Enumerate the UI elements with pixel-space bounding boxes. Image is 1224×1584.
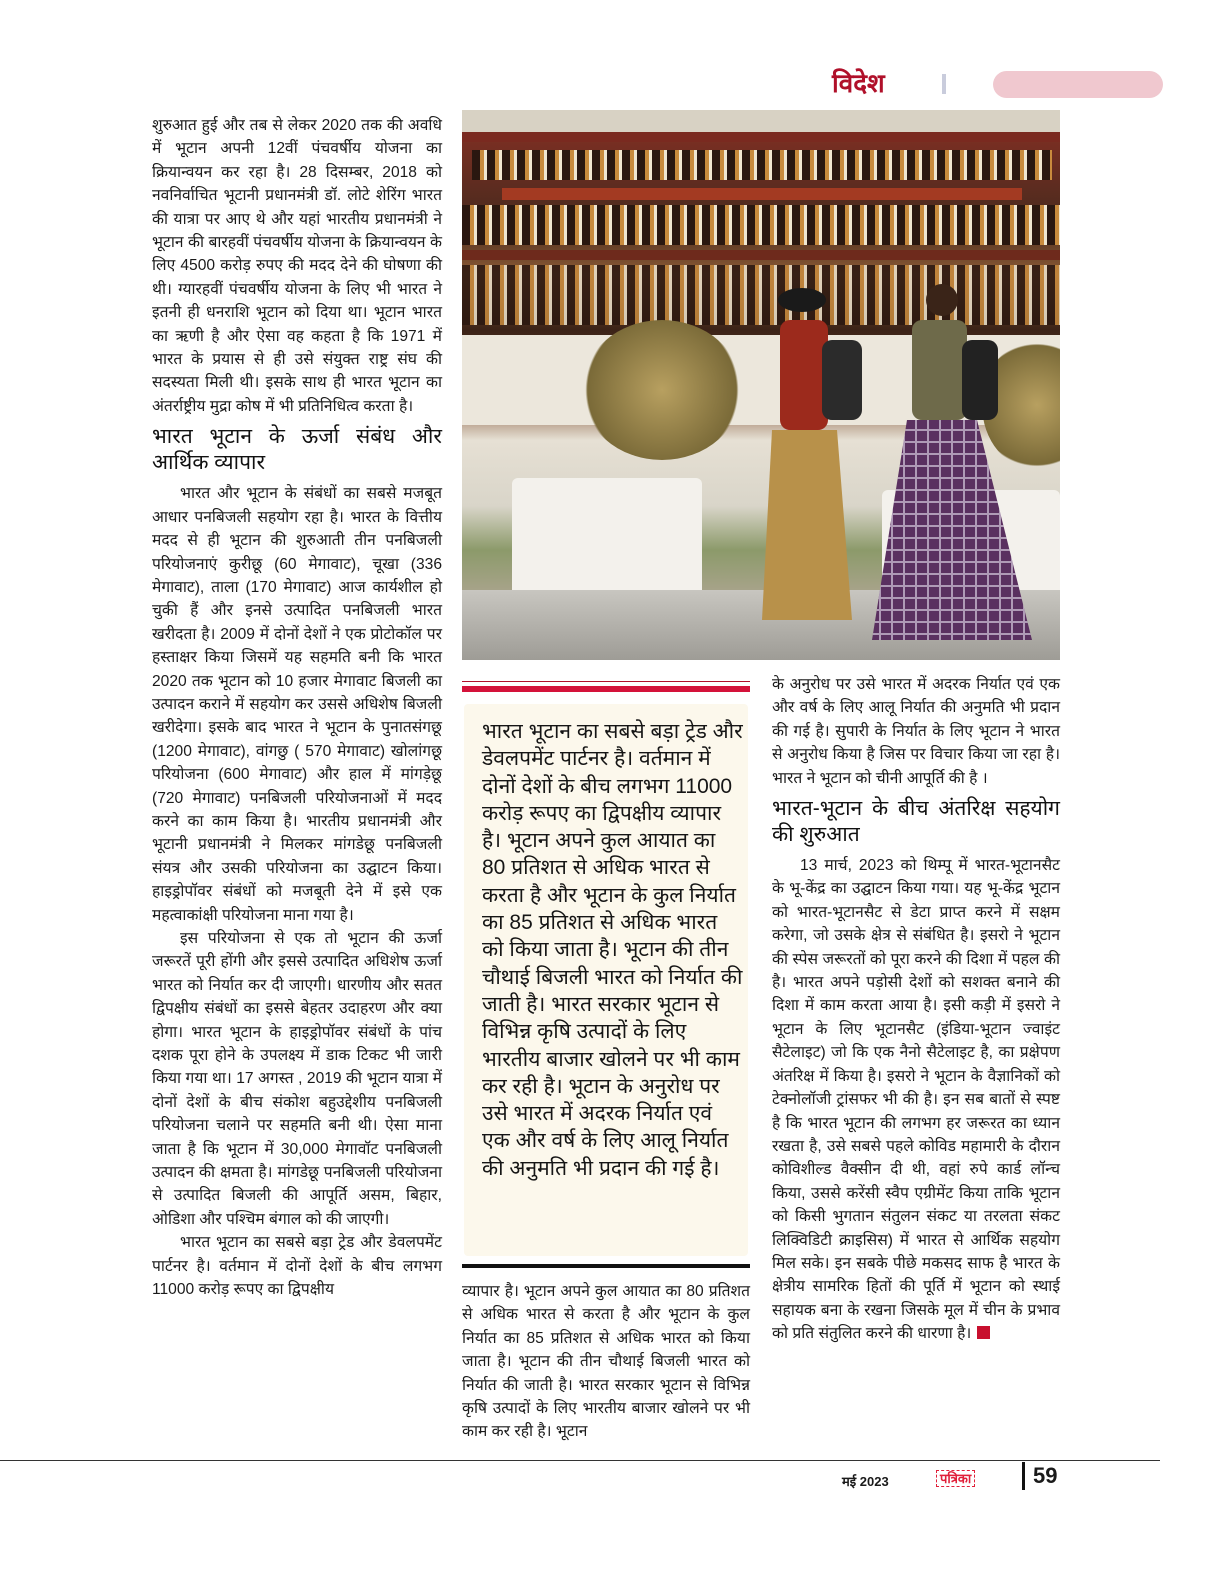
- paragraph: शुरुआत हुई और तब से लेकर 2020 तक की अवधि में भूटान अपनी 12वीं पंचवर्षीय योजना का क्रियान्वयन कर रहा है। 28 दिसम्बर, 2018 को नवनिर्वाचित भूटानी प्रधानमंत्री डॉ. लोटे शेरिंग भारत की यात्रा पर आए थे और यहां भारतीय प्रधानमंत्री ने भूटान की बारहवीं पंचवर्षीय योजना के क्रियान्वयन के लिए 4500 करोड़ रुपए की मदद देने की घोषणा की थी। ग्यारहवीं पंचवर्षीय योजना के लिए भी भारत ने इतनी ही धनराशि भूटान को दिया था। भूटान भारत का ऋणी है और ऐसा वह कहता है कि 1971 में भारत के प्रयास से ही उसे संयुक्त राष्ट्र संघ की सदस्यता मिली थी। इसके साथ ही भारत भूटान का अंतर्राष्ट्रीय मुद्रा कोष में भी प्रतिनिधित्व करता है।: [152, 117, 442, 415]
- section-title: विदेश: [832, 68, 885, 98]
- paragraph: भारत और भूटान के संबंधों का सबसे मजबूत आधार पनबिजली सहयोग रहा है। भारत के वित्तीय मदद से ही भूटान की शुरुआती तीन पनबिजली परियोजनाएं कुरीछू (60 मेगावाट), चूखा (336 मेगावाट), ताला (170 मेगावाट) आज कार्यशील हो चुकी हैं और इनसे उत्पादित पनबिजली भारत खरीदता है। 2009 में दोनों देशों ने एक प्रोटोकॉल पर हस्ताक्षर किया जिसमें यह सहमति बनी कि भारत 2020 तक भूटान को 10 हजार मेगावाट बिजली का उत्पादन कराने में सहयोग कर उससे अधिशेष बिजली खरीदेगा। इसके बाद भारत ने भूटान के पुनातसंगछू (1200 मेगावाट), वांगछु ( 570 मेगावाट) खोलांगछू परियोजना (600 मेगावाट) और हाल में मांगड़ेछू (720 मेगावाट) पनबिजली परियोजनाओं में मदद करने का काम किया है। भारतीय प्रधानमंत्री और भूटानी प्रधानमंत्री ने मिलकर मांगडेछू पनबिजली संयत्र और उसकी परियोजना का उद्घाटन किया। हाइड्रोपॉवर संबंधों को मजबूती देने में इसे एक महत्वाकांक्षी परियोजना माना गया है।: [152, 485, 442, 924]
- paragraph: इस परियोजना से एक तो भूटान की ऊर्जा जरूरतें पूरी होंगी और इससे उत्पादित अधिशेष ऊर्जा भारत को निर्यात कर दी जाएगी। धारणीय और सतत द्विपक्षीय संबंधों का इससे बेहतर उदाहरण और क्या होगा। भारत भूटान के हाइड्रोपॉवर संबंधों के पांच दशक पूरा होने के उपलक्ष्य में डाक टिकट भी जारी किया गया था। 17 अगस्त , 2019 की भूटान यात्रा में दोनों देशों के बीच संकोश बहुउद्देशीय पनबिजली परियोजना चलाने पर सहमति बनी थी। ऐसा माना जाता है कि भूटान में 30,000 मेगावॉट पनबिजली उत्पादन की क्षमता है। मांगडेछू पनबिजली परियोजना से उत्पादित बिजली की आपूर्ति असम, बिहार, ओडिशा और पश्चिम बंगाल को की जाएगी।: [152, 930, 442, 1228]
- subheading-energy: भारत भूटान के ऊर्जा संबंध और आर्थिक व्यापार: [152, 425, 442, 475]
- quote-rule-red: [462, 686, 750, 692]
- issue-date: मई 2023: [842, 1474, 889, 1489]
- end-of-article-mark: [977, 1326, 990, 1339]
- right-column: [772, 673, 1060, 1346]
- magazine-logo: पत्रिका: [936, 1470, 975, 1487]
- quote-rule-bottom: [462, 1264, 750, 1268]
- walking-women-illustration: [742, 280, 1060, 660]
- paragraph: व्यापार है। भूटान अपने कुल आयात का 80 प्रतिशत से अधिक भारत से करता है और भूटान के कुल निर्यात का 85 प्रतिशत से अधिक भारत को किया जाता है। भूटान की तीन चौथाई बिजली भारत को निर्यात की जाती है। भारत सरकार भूटान से विभिन्न कृषि उत्पादों के लिए भारतीय बाजार खोलने पर भी काम कर रही है। भूटान: [462, 1283, 750, 1441]
- paragraph: 13 मार्च, 2023 को थिम्पू में भारत-भूटानसैट के भू-केंद्र का उद्घाटन किया गया। यह भू-केंद्र भूटान को भारत-भूटानसैट से डेटा प्राप्त करने में सक्षम करेगा, जो उसके क्षेत्र से संबंधित है। इसरो ने भूटान की स्पेस जरूरतों को पूरा करने की दिशा में पहल की है। भारत अपने पड़ोसी देशों को सशक्त बनाने की दिशा में काम करता आया है। इसी कड़ी में इसरो ने भूटान के लिए भूटानसैट (इंडिया-भूटान ज्वाइंट सैटेलाइट) जो कि एक नैनो सैटेलाइट है, का प्रक्षेपण अंतरिक्ष में किया है। इसरो ने भूटान के वैज्ञानिकों को टेक्नोलॉजी ट्रांसफर भी की है। इन सब बातों से स्पष्ट है कि भारत भूटान की लगभग हर जरूरत का ध्यान रखता है, उसे सबसे पहले कोविड महामारी के दौरान कोविशील्ड वैक्सीन दी थी, वहां रुपे कार्ड लॉन्च किया, उससे करेंसी स्वैप एग्रीमेंट किया ताकि भूटान को किसी भुगतान संतुलन संकट या तरलता संकट लिक्विडिटी क्राइसिस) में भारत से आर्थिक सहयोग मिल सके। इन सबके पीछे मकसद साफ है भारत के क्षेत्रीय सामरिक हितों की पूर्ति में भूटान को स्थाई सहायक बना के रखना जिसके मूल में चीन के प्रभाव को प्रति संतुलित करने की धारणा है।: [772, 857, 1060, 1343]
- page-number: 59: [1033, 1463, 1058, 1488]
- paragraph: के अनुरोध पर उसे भारत में अदरक निर्यात एवं एक और वर्ष के लिए आलू निर्यात की अनुमति भी प्रदान की गई है। सुपारी के निर्यात के लिए भूटान ने भारत से अनुरोध किया है जिस पर विचार किया जा रहा है। भारत ने भूटान को चीनी आपूर्ति की है ।: [772, 676, 1060, 787]
- bhutan-dzong-photo: [462, 110, 1060, 660]
- paragraph: भारत भूटान का सबसे बड़ा ट्रेड और डेवलपमेंट पार्टनर है। वर्तमान में दोनों देशों के बीच लगभग 11000 करोड़ रूपए का द्विपक्षीय: [152, 1234, 442, 1299]
- pull-quote-text: भारत भूटान का सबसे बड़ा ट्रेड और डेवलपमेंट पार्टनर है। वर्तमान में दोनों देशों के बीच लगभग 11000 करोड़ रूपए का द्विपक्षीय व्यापार है। भूटान अपने कुल आयात का 80 प्रतिशत से अधिक भारत से करता है और भूटान के कुल निर्यात का 85 प्रतिशत से अधिक भारत को किया जाता है। भूटान की तीन चौथाई बिजली भारत को निर्यात की जाती है। भारत सरकार भूटान से विभिन्न कृषि उत्पादों के लिए भारतीय बाजार खोलने पर भी काम कर रही है। भूटान के अनुरोध पर उसे भारत में अदरक निर्यात एवं एक और वर्ष के लिए आलू निर्यात की अनुमति भी प्रदान की गई है।: [482, 720, 743, 1180]
- quote-rule-thin: [462, 681, 750, 682]
- middle-column: [462, 1280, 750, 1444]
- subheading-space: भारत-भूटान के बीच अंतरिक्ष सहयोग की शुरुआत: [772, 797, 1060, 847]
- pull-quote: [462, 678, 750, 1268]
- footer-divider: [1022, 1462, 1025, 1490]
- footer-rule: [0, 1460, 1160, 1461]
- header-separator: [942, 74, 946, 94]
- left-column: [152, 114, 442, 1302]
- header-pill-decoration: [993, 71, 1163, 98]
